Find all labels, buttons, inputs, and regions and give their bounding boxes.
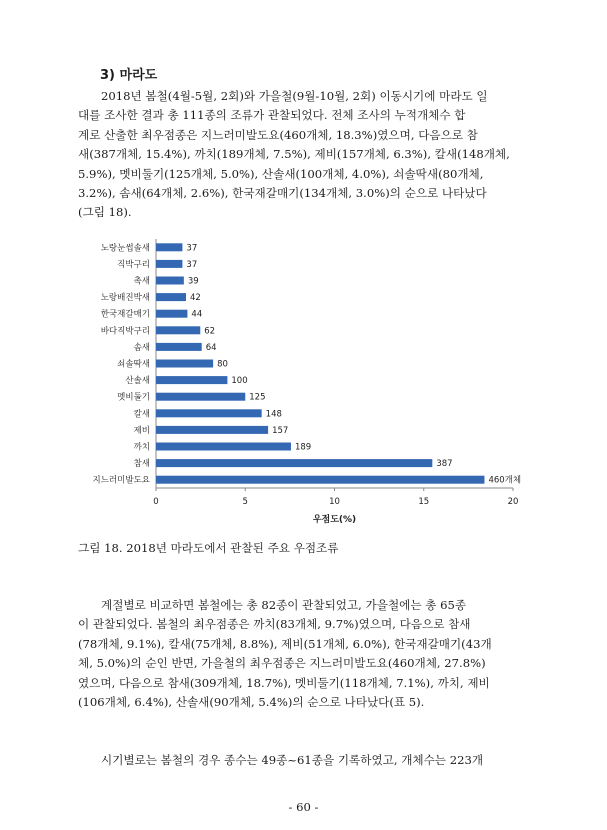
data-label: 42: [189, 293, 201, 304]
paragraph-line: 시기별로는 봄철의 경우 종수는 49종~61종을 기록하였고, 개체수는 223개: [101, 753, 484, 767]
bar: [156, 459, 432, 467]
category-label: 참새: [133, 459, 150, 470]
category-label: 제비: [133, 425, 150, 436]
bar: [156, 376, 227, 384]
category-label: 솜새: [133, 342, 150, 353]
category-label: 산솔새: [125, 376, 150, 387]
bar: [156, 360, 213, 368]
data-label: 44: [191, 309, 203, 320]
data-label: 387: [436, 459, 453, 470]
figure-caption: 그림 18. 2018년 마라도에서 관찰된 주요 우점조류: [78, 541, 339, 555]
bar: [156, 393, 245, 401]
bar: [156, 243, 182, 251]
paragraph-line: (106개체, 6.4%), 산솔새(90개체, 5.4%)의 순으로 나타났다(표 5).: [78, 695, 425, 710]
data-label: 39: [187, 276, 199, 287]
data-label: 148: [265, 409, 282, 420]
paragraph-line: 5.9%), 멧비둘기(125개체, 5.0%), 산솔새(100개체, 4.0%), 쇠솔딱새(80개체,: [78, 166, 484, 181]
paragraph-line: 계절별로 비교하면 봄철에는 총 82종이 관찰되었고, 가을철에는 총 65종: [101, 598, 467, 612]
bar: [156, 277, 184, 285]
paragraph-line: 이 관찰되었다. 봄철의 최우점종은 까치(83개체, 9.7%)였으며, 다음으로 참새: [78, 617, 471, 632]
category-label: 멧비둘기: [117, 392, 150, 403]
data-label: 62: [204, 326, 216, 337]
bar: [156, 409, 262, 417]
data-label: 125: [249, 392, 266, 403]
category-label: 한국재갈매기: [100, 309, 150, 320]
paragraph-line: (그림 18).: [78, 205, 132, 220]
data-label: 37: [186, 243, 198, 254]
data-label: 37: [186, 259, 198, 270]
bar: [156, 443, 291, 451]
x-tick-label: 20: [507, 497, 519, 507]
paragraph-line: 대를 조사한 결과 총 111종의 조류가 관찰되었다. 전체 조사의 누적개체수 합: [78, 108, 466, 123]
paragraph-seasonal: [78, 596, 530, 712]
paragraph-line: 2018년 봄철(4월-5월, 2회)와 가을철(9월-10월, 2회) 이동시기에 마라도 일: [101, 89, 488, 103]
x-axis-label: 우점도(%): [312, 515, 357, 525]
paragraph-line: 새(387개체, 15.4%), 까치(189개체, 7.5%), 제비(157개체, 6.3%), 칼새(148개체,: [78, 147, 510, 162]
bar: [156, 260, 182, 268]
category-label: 직박구리: [117, 259, 150, 270]
category-label: 노랑눈썹솔새: [100, 243, 150, 254]
x-tick-label: 5: [242, 497, 248, 507]
category-label: 지느러미발도요: [92, 475, 150, 486]
data-label: 189: [294, 442, 312, 453]
paragraph-line: 체, 5.0%)의 순인 반면, 가을철의 최우점종은 지느러미발도요(460개체, 27.8%): [78, 656, 486, 671]
data-label: 157: [272, 425, 289, 436]
x-tick-label: 10: [329, 497, 340, 507]
data-label: 80: [217, 359, 228, 370]
paragraph-line: 였으며, 다음으로 참새(309개체, 18.7%), 멧비둘기(118개체, 7.1%), 까치, 제비: [78, 675, 490, 690]
data-label: 460개체: [488, 475, 522, 486]
x-tick-label: 0: [153, 497, 159, 507]
bar: [156, 293, 186, 301]
bar: [156, 476, 484, 484]
bar: [156, 343, 202, 351]
dominance-bar-chart: [78, 235, 538, 525]
paragraph-period: [78, 751, 530, 770]
paragraph-line: (78개체, 9.1%), 칼새(75개체, 8.8%), 제비(51개체, 6.0%), 한국재갈매기(43개: [78, 636, 492, 651]
data-label: 64: [205, 342, 217, 353]
bar: [156, 310, 187, 318]
x-tick-label: 15: [418, 497, 430, 507]
data-label: 100: [231, 376, 248, 387]
bar: [156, 326, 200, 334]
paragraph-line: 계로 산출한 최우점종은 지느러미발도요(460개체, 18.3%)였으며, 다음으로 참: [78, 127, 478, 142]
paragraph-line: 3.2%), 솜새(64개체, 2.6%), 한국재갈매기(134개체, 3.0%)의 순으로 나타났다: [78, 186, 487, 201]
category-label: 칼새: [133, 409, 150, 420]
bar: [156, 426, 268, 434]
section-heading: 3) 마라도: [100, 68, 158, 83]
page-number: - 60 -: [288, 800, 319, 814]
category-label: 까치: [133, 442, 150, 453]
paragraph-intro: [78, 87, 530, 223]
category-label: 쇠솔딱새: [117, 359, 150, 370]
category-label: 바다직박구리: [100, 326, 150, 337]
category-label: 노랑배진박새: [100, 293, 150, 304]
category-label: 촉새: [133, 276, 150, 287]
